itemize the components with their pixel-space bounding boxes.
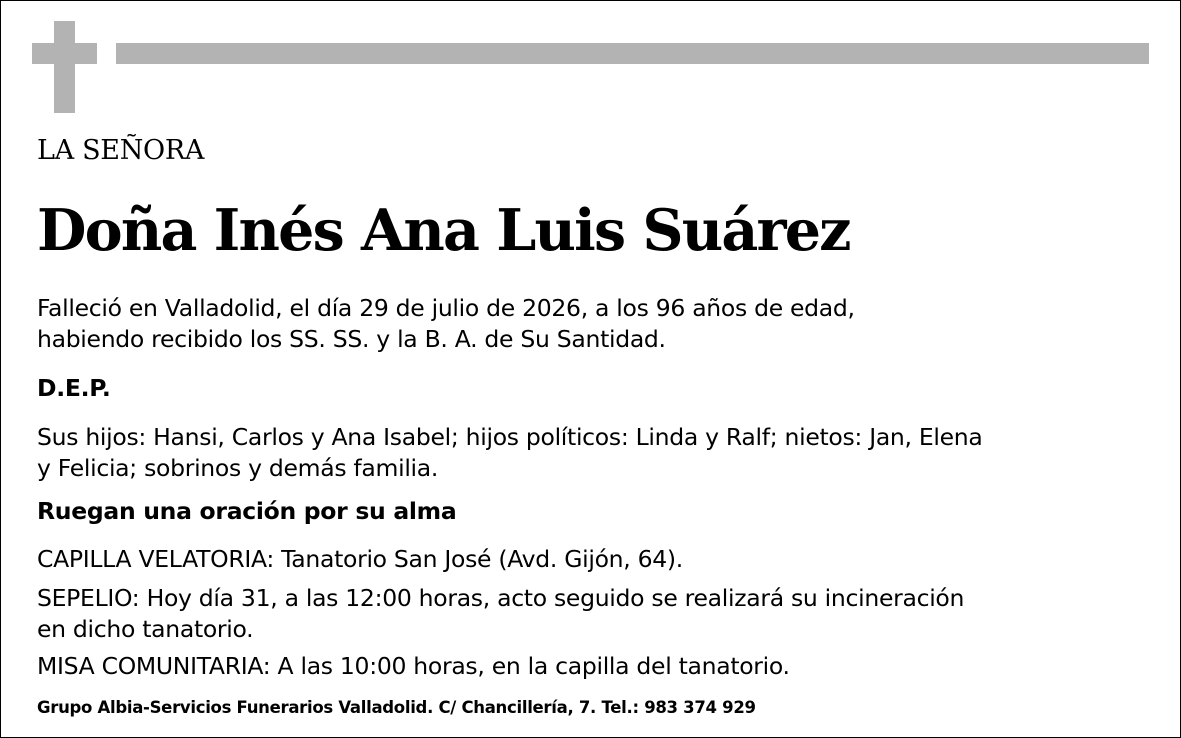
burial-info-continued: en dicho tanatorio.: [37, 615, 254, 643]
funeral-home-footer: Grupo Albia-Servicios Funerarios Valladolid. C/ Chancillería, 7. Tel.: 983 374 929: [37, 698, 756, 717]
cross-icon: [32, 21, 97, 113]
mass-info: MISA COMUNITARIA: A las 10:00 horas, en la capilla del tanatorio.: [37, 652, 790, 680]
cross-horizontal-bar: [32, 43, 97, 64]
family-line: Sus hijos: Hansi, Carlos y Ana Isabel; hijos políticos: Linda y Ralf; nietos: Jan, Elena: [37, 423, 983, 451]
burial-info: SEPELIO: Hoy día 31, a las 12:00 horas, acto seguido se realizará su incineración: [37, 584, 965, 612]
honorific: LA SEÑORA: [37, 135, 205, 166]
intro-line: Falleció en Valladolid, el día 29 de julio de 2026, a los 96 años de edad,: [37, 294, 855, 322]
chapel-info: CAPILLA VELATORIA: Tanatorio San José (Avd. Gijón, 64).: [37, 545, 683, 573]
family-line: y Felicia; sobrinos y demás familia.: [37, 454, 439, 482]
rip-label: D.E.P.: [37, 374, 111, 402]
cross-vertical-bar: [54, 21, 75, 113]
prayer-request: Ruegan una oración por su alma: [37, 497, 457, 525]
intro-line: habiendo recibido los SS. SS. y la B. A. de Su Santidad.: [37, 325, 666, 353]
header-rule: [116, 43, 1149, 64]
deceased-name: Doña Inés Ana Luis Suárez: [37, 197, 850, 264]
